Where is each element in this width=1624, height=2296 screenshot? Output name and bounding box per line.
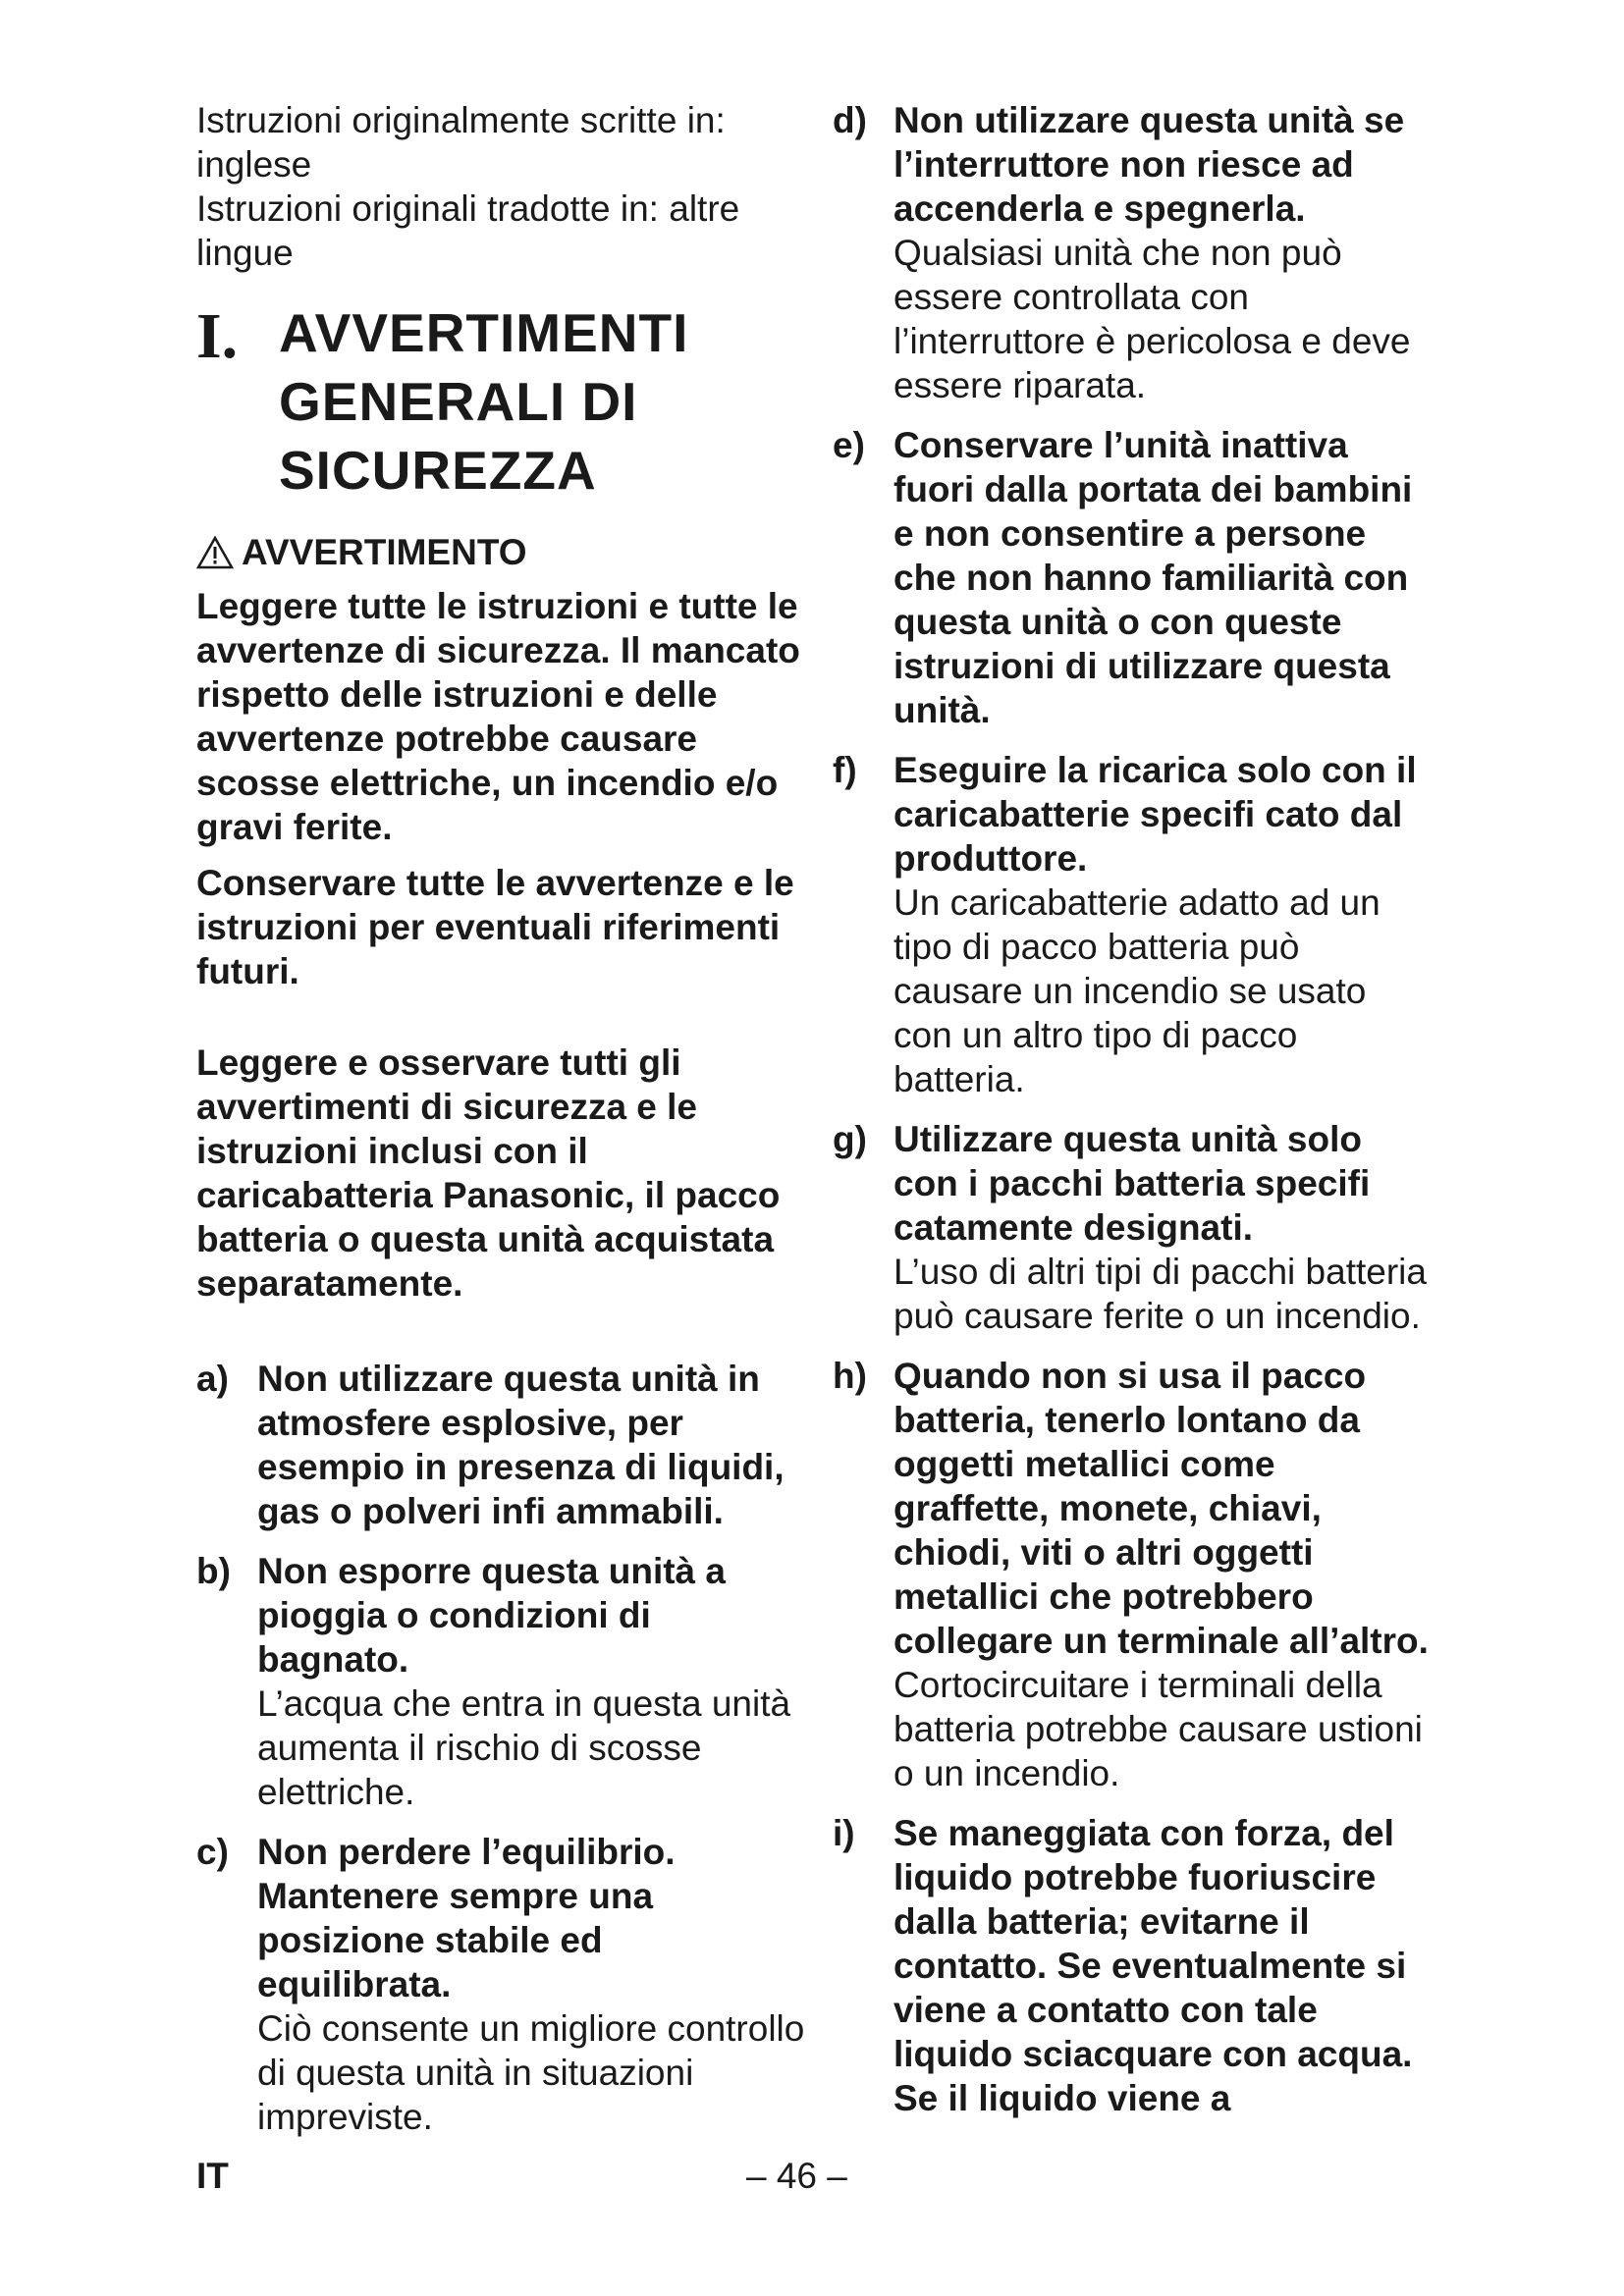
- item-label: e): [833, 425, 865, 465]
- item-text: Un caricabatterie adatto ad un tipo di pacco batteria può causare un incendio se usato con un altro tipo di pacco batteria.: [893, 882, 1380, 1099]
- item-text: L’uso di altri tipi di pacchi batteria può causare ferite o un incendio.: [893, 1252, 1427, 1336]
- item-label: a): [196, 1359, 229, 1399]
- item-c: [196, 1830, 805, 2139]
- item-bold: Non utilizzare questa unità in atmosfere esplosive, per esempio in presenza di liquidi, gas o polveri infi ammabili.: [257, 1359, 785, 1531]
- page-number: – 46 –: [746, 2156, 847, 2196]
- item-bold: Eseguire la ricarica solo con il caricabatterie specifi cato dal produttore.: [893, 750, 1417, 879]
- left-column: [196, 98, 805, 2155]
- item-label: d): [833, 100, 867, 140]
- language-code: IT: [196, 2156, 229, 2196]
- warning-text: AVVERTIMENTO: [242, 532, 527, 572]
- item-h: [833, 1354, 1432, 1795]
- item-text: L’acqua che entra in questa unità aumenta il rischio di scosse elettriche.: [257, 1683, 791, 1812]
- item-d: [833, 98, 1432, 407]
- item-bold: Non esporre questa unità a pioggia o condizioni di bagnato.: [257, 1551, 726, 1680]
- intro-translated-language: Istruzioni originali tradotte in: altre lingue: [196, 188, 740, 273]
- item-bold: Non utilizzare questa unità se l’interruttore non riesce ad accenderla e spegnerla.: [893, 100, 1405, 229]
- item-label: i): [833, 1813, 855, 1853]
- warning-label: [196, 530, 805, 574]
- paragraph-read-instructions: Leggere tutte le istruzioni e tutte le avvertenze di sicurezza. Il mancato rispetto delle istruzioni e delle avvertenze potrebbe causare scosse elettriche, un incendio e/o gravi ferite.: [196, 586, 800, 847]
- item-g: [833, 1117, 1432, 1338]
- item-text: Ciò consente un migliore controllo di questa unità in situazioni impreviste.: [257, 2008, 805, 2137]
- paragraph-keep-instructions: Conservare tutte le avvertenze e le istruzioni per eventuali riferimenti futuri.: [196, 863, 794, 991]
- item-a: [196, 1357, 805, 1533]
- item-text: Qualsiasi unità che non può essere controllata con l’interruttore è pericolosa e deve essere riparata.: [893, 233, 1411, 405]
- right-column: [833, 98, 1432, 2136]
- item-i: [833, 1811, 1432, 2120]
- item-f: [833, 748, 1432, 1101]
- warning-triangle-icon: [196, 536, 234, 569]
- item-bold: Conservare l’unità inattiva fuori dalla portata dei bambini e non consentire a persone che non hanno familiarità con questa unità o con queste istruzioni di utilizzare questa unità.: [893, 425, 1413, 730]
- item-label: c): [196, 1832, 229, 1872]
- item-bold: Utilizzare questa unità solo con i pacchi batteria specifi catamente designati.: [893, 1119, 1371, 1248]
- item-bold: Quando non si usa il pacco batteria, tenerlo lontano da oggetti metallici come graffette, monete, chiavi, chiodi, viti o altri oggetti metallici che potrebbero collegare un terminale all’altro.: [893, 1356, 1429, 1661]
- item-label: g): [833, 1119, 867, 1159]
- paragraph-observe-warnings: Leggere e osservare tutti gli avvertimenti di sicurezza e le istruzioni inclusi con il caricabatteria Panasonic, il pacco batteria o questa unità acquistata separatamente.: [196, 1042, 781, 1304]
- item-label: f): [833, 750, 857, 790]
- section-heading: [196, 298, 805, 505]
- item-bold: Se maneggiata con forza, del liquido potrebbe fuoriuscire dalla batteria; evitarne il contatto. Se eventualmente si viene a contatto con tale liquido sciacquare con acqua. Se il liquido viene a: [893, 1813, 1413, 2118]
- section-number: I.: [196, 300, 239, 372]
- item-e: [833, 423, 1432, 732]
- intro-original-language: Istruzioni originalmente scritte in: inglese: [196, 100, 726, 185]
- item-label: b): [196, 1551, 231, 1591]
- item-label: h): [833, 1356, 867, 1396]
- item-b: [196, 1549, 805, 1814]
- section-title: AVVERTIMENTI GENERALI DI SICUREZZA: [279, 302, 689, 501]
- item-text: Cortocircuitare i terminali della batteria potrebbe causare ustioni o un incendio.: [893, 1665, 1423, 1793]
- item-bold: Non perdere l’equilibrio. Mantenere sempre una posizione stabile ed equilibrata.: [257, 1832, 676, 2004]
